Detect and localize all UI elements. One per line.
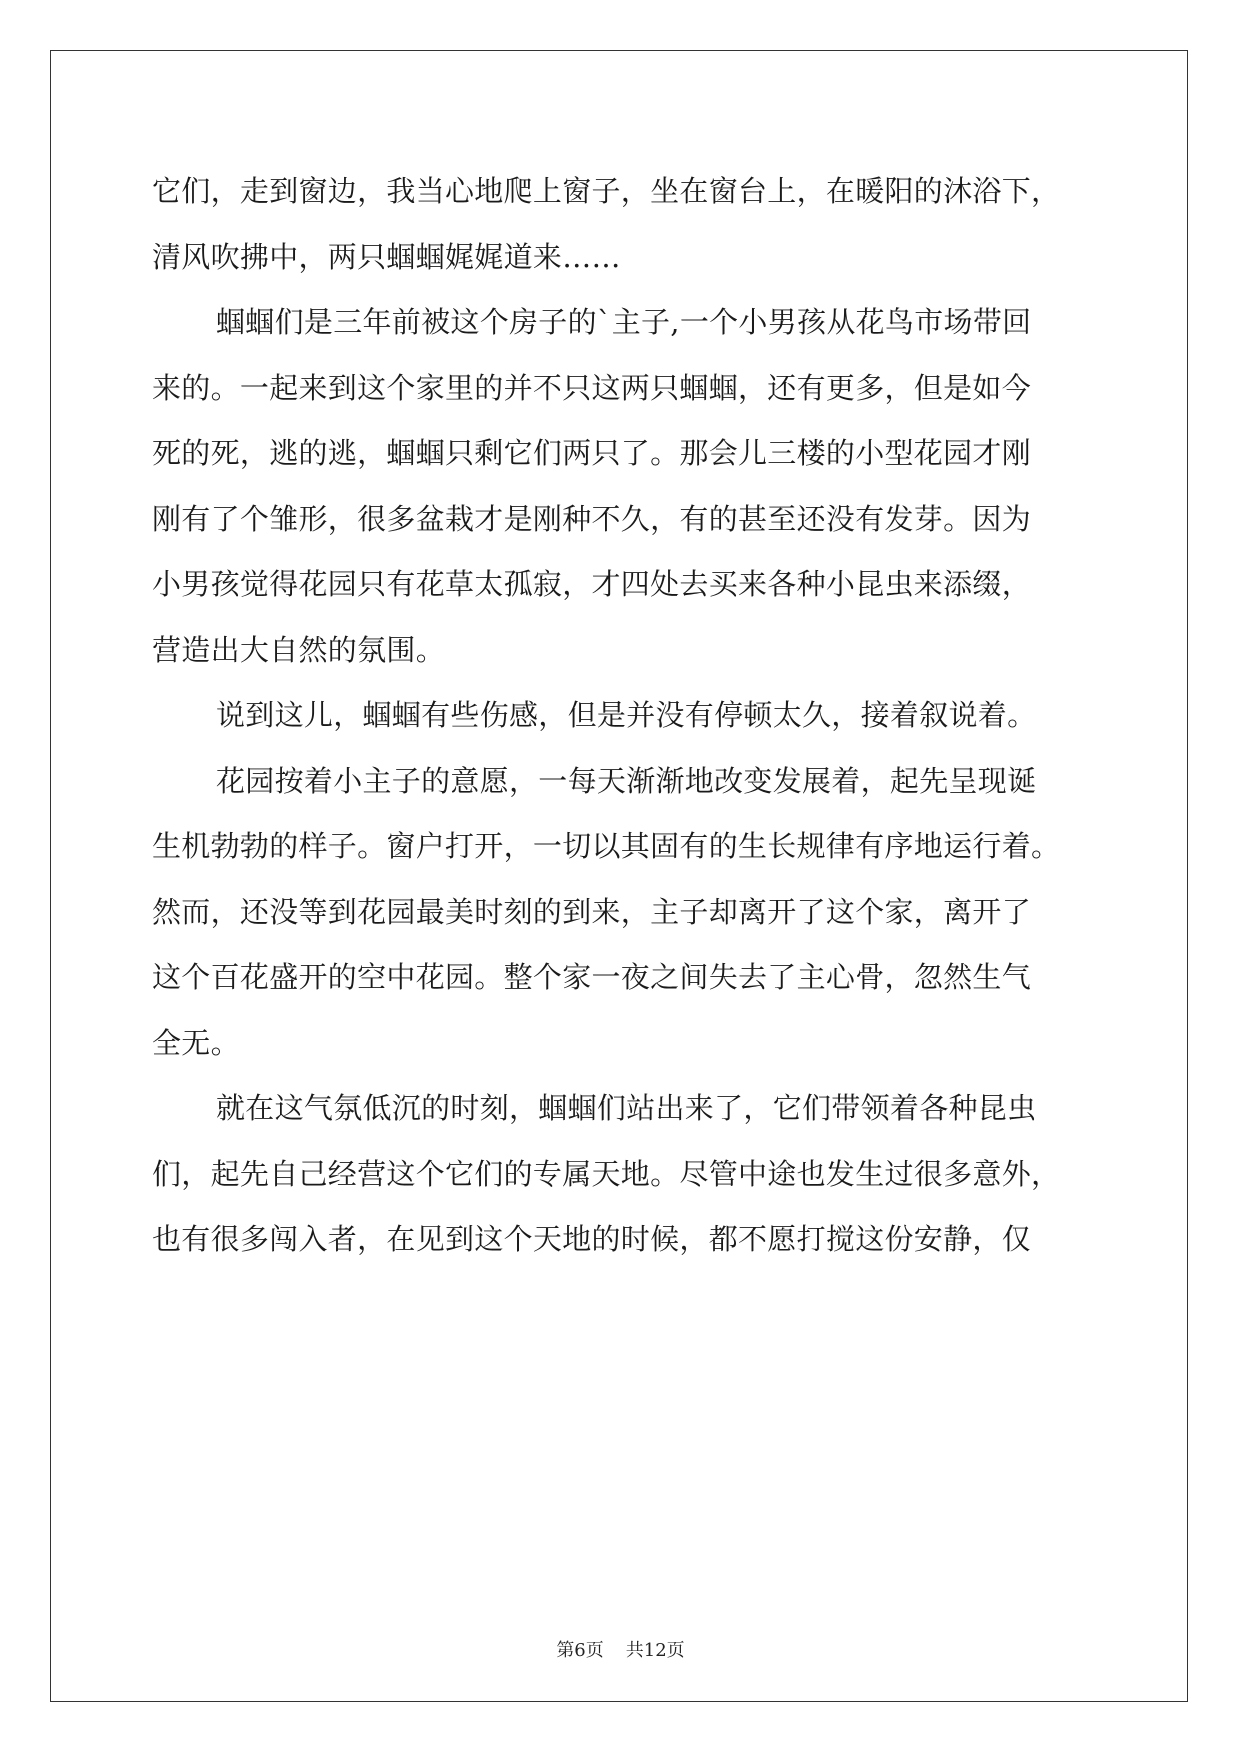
- text-line: 营造出大自然的氛围。: [152, 632, 446, 667]
- text-line: 来的。一起来到这个家里的并不只这两只蝈蝈，还有更多，但是如今: [152, 370, 1032, 405]
- paragraph-first-line: 说到这儿，蝈蝈有些伤感，但是并没有停顿太久，接着叙说着。: [216, 698, 1037, 732]
- page-footer: [0, 1636, 1241, 1662]
- document-body: [152, 159, 1092, 1273]
- paragraph-first-line: 花园按着小主子的意愿，一每天渐渐地改变发展着，起先呈现诞: [216, 763, 1037, 798]
- page-number: 第6页: [556, 1640, 604, 1661]
- text-line: 们，起先自己经营这个它们的专属天地。尽管中途也发生过很多意外，: [152, 1156, 1061, 1191]
- paragraph-first-line: 蝈蝈们是三年前被这个房子的`主子,一个小男孩从花鸟市场带回: [216, 305, 1032, 339]
- text-line: 这个百花盛开的空中花园。整个家一夜之间失去了主心骨，忽然生气: [152, 960, 1032, 994]
- page-total: 共12页: [625, 1640, 685, 1661]
- text-line: 刚有了个雏形，很多盆栽才是刚种不久，有的甚至还没有发芽。因为: [152, 501, 1032, 536]
- text-line: 清风吹拂中，两只蝈蝈娓娓道来……: [152, 239, 621, 274]
- text-line: 然而，还没等到花园最美时刻的到来，主子却离开了这个家，离开了: [152, 894, 1032, 929]
- text-line: 生机勃勃的样子。窗户打开，一切以其固有的生长规律有序地运行着。: [152, 829, 1061, 863]
- text-line: 小男孩觉得花园只有花草太孤寂，才四处去买来各种小昆虫来添缀，: [152, 567, 1032, 601]
- text-line: 死的死，逃的逃，蝈蝈只剩它们两只了。那会儿三楼的小型花园才刚: [152, 436, 1032, 470]
- text-line: 也有很多闯入者，在见到这个天地的时候，都不愿打搅这份安静，仅: [152, 1222, 1032, 1256]
- text-line: 全无。: [152, 1025, 240, 1060]
- text-line: 它们，走到窗边，我当心地爬上窗子，坐在窗台上，在暖阳的沐浴下，: [152, 174, 1061, 208]
- paragraph-first-line: 就在这气氛低沉的时刻，蝈蝈们站出来了，它们带领着各种昆虫: [216, 1091, 1037, 1125]
